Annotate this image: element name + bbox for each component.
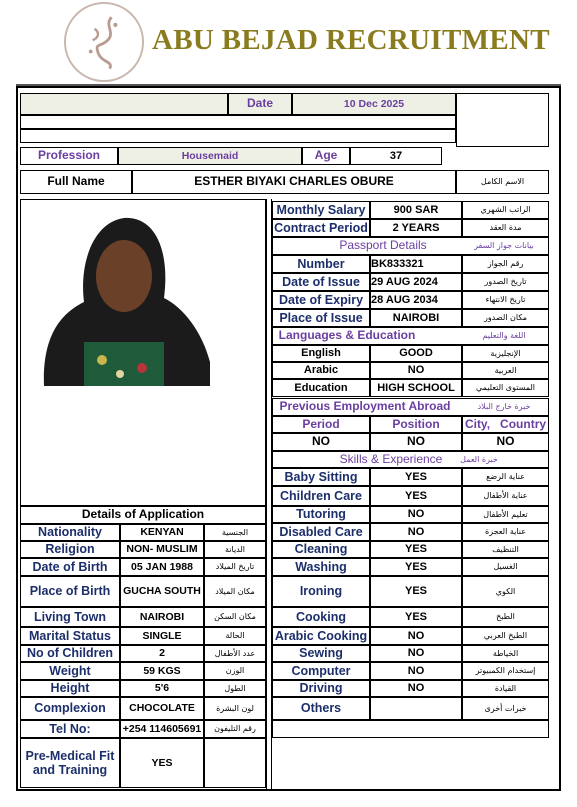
- city-country-header: City, Country: [462, 416, 549, 433]
- column-divider: [266, 199, 272, 789]
- detail-arabic: الحالة: [204, 627, 266, 645]
- skill-label: Cleaning: [272, 541, 370, 558]
- period-header: Period: [272, 416, 370, 433]
- detail-value: GUCHA SOUTH: [120, 576, 204, 607]
- education-arabic: المستوى التعليمي: [462, 379, 549, 397]
- detail-arabic: الطول: [204, 680, 266, 697]
- skill-label: Washing: [272, 558, 370, 576]
- detail-arabic: تاريخ الميلاد: [204, 558, 266, 576]
- detail-arabic: رقم التليفون: [204, 720, 266, 738]
- profession-label: Profession: [20, 147, 118, 165]
- contract-arabic: مدة العقد: [462, 219, 549, 237]
- detail-arabic: مكان الميلاد: [204, 576, 266, 607]
- detail-arabic: عدد الأطفال: [204, 645, 266, 662]
- english-label: English: [272, 345, 370, 362]
- passport-section-header: [272, 237, 549, 255]
- detail-label: No of Children: [20, 645, 120, 662]
- detail-label: Religion: [20, 541, 120, 558]
- position-header: Position: [370, 416, 462, 433]
- calligraphy-logo-icon: [64, 2, 144, 82]
- arabic-arabic: العربية: [462, 362, 549, 379]
- arabic-label: Arabic: [272, 362, 370, 379]
- period-value: NO: [272, 433, 370, 451]
- issue-date-arabic: تاريخ الصدور: [462, 273, 549, 291]
- skill-value: YES: [370, 558, 462, 576]
- skill-arabic: عناية الأطفال: [462, 486, 549, 506]
- skill-label: Tutoring: [272, 506, 370, 523]
- skill-arabic: عناية العجزة: [462, 523, 549, 541]
- salary-arabic: الراتب الشهري: [462, 201, 549, 219]
- applicant-photo: [24, 202, 210, 386]
- arabic-value: NO: [370, 362, 462, 379]
- education-label: Education: [272, 379, 370, 397]
- skills-title: Skills & Experience: [321, 452, 461, 467]
- skill-label: Baby Sitting: [272, 468, 370, 486]
- date-value: 10 Dec 2025: [292, 93, 456, 115]
- skill-label: Ironing: [272, 576, 370, 607]
- issue-date-label: Date of Issue: [272, 273, 370, 291]
- skill-arabic: الغسيل: [462, 558, 549, 576]
- previous-employment-section-header: [272, 398, 549, 416]
- education-value: HIGH SCHOOL: [370, 379, 462, 397]
- skill-arabic: إستخدام الكمبيوتر: [462, 662, 549, 680]
- detail-arabic: مكان السكن: [204, 607, 266, 627]
- passport-number-label: Number: [272, 255, 370, 273]
- languages-title: Languages & Education: [278, 328, 416, 343]
- brand-name: ABU BEJAD RECRUITMENT: [152, 24, 550, 56]
- detail-value: 59 KGS: [120, 662, 204, 680]
- detail-label: Weight: [20, 662, 120, 680]
- detail-value: KENYAN: [120, 524, 204, 541]
- previous-employment-title-arabic: خبرة خارج البلاد: [477, 402, 531, 412]
- contract-label: Contract Period: [272, 219, 370, 237]
- languages-section-header: [272, 327, 549, 345]
- detail-label: Nationality: [20, 524, 120, 541]
- skill-arabic: خبرات أخرى: [462, 697, 549, 720]
- detail-value: CHOCOLATE: [120, 697, 204, 720]
- place-of-issue-arabic: مكان الصدور: [462, 309, 549, 327]
- detail-label: Date of Birth: [20, 558, 120, 576]
- skill-label: Arabic Cooking: [272, 627, 370, 645]
- expiry-date-arabic: تاريخ الانتهاء: [462, 291, 549, 309]
- detail-value: YES: [120, 738, 204, 788]
- header-blank-row: [20, 129, 456, 143]
- place-of-issue-label: Place of Issue: [272, 309, 370, 327]
- position-value: NO: [370, 433, 462, 451]
- salary-value: 900 SAR: [370, 201, 462, 219]
- previous-employment-title: Previous Employment Abroad: [277, 399, 453, 415]
- passport-number-arabic: رقم الجواز: [462, 255, 549, 273]
- skill-value: NO: [370, 662, 462, 680]
- detail-value: +254 114605691: [120, 720, 204, 738]
- age-label: Age: [302, 147, 350, 165]
- age-value: 37: [350, 147, 442, 165]
- detail-arabic: الديانة: [204, 541, 266, 558]
- salary-label: Monthly Salary: [272, 201, 370, 219]
- skill-arabic: تعليم الأطفال: [462, 506, 549, 523]
- skill-value: YES: [370, 486, 462, 506]
- skills-title-arabic: خبرة العمل: [460, 454, 498, 464]
- detail-value: NAIROBI: [120, 607, 204, 627]
- detail-arabic: الجنسية: [204, 524, 266, 541]
- profession-value: Housemaid: [118, 147, 302, 165]
- skill-value: YES: [370, 607, 462, 627]
- detail-label: Marital Status: [20, 627, 120, 645]
- skill-value: NO: [370, 523, 462, 541]
- skill-value: [370, 697, 462, 720]
- expiry-date-label: Date of Expiry: [272, 291, 370, 309]
- skill-value: NO: [370, 506, 462, 523]
- contract-value: 2 YEARS: [370, 219, 462, 237]
- header-corner-cell: [456, 93, 549, 147]
- date-label: Date: [228, 93, 292, 115]
- english-arabic: الإنجليزية: [462, 345, 549, 362]
- detail-label: Tel No:: [20, 720, 120, 738]
- skill-value: NO: [370, 680, 462, 697]
- skill-value: NO: [370, 627, 462, 645]
- skill-arabic: عناية الرضع: [462, 468, 549, 486]
- detail-arabic: الوزن: [204, 662, 266, 680]
- skill-value: YES: [370, 541, 462, 558]
- skill-arabic: الطبخ العربي: [462, 627, 549, 645]
- passport-title-arabic: بيانات جواز السفر: [474, 241, 534, 251]
- detail-value: 2: [120, 645, 204, 662]
- skill-arabic: التنظيف: [462, 541, 549, 558]
- full-name-value: ESTHER BIYAKI CHARLES OBURE: [132, 170, 456, 194]
- skill-label: Cooking: [272, 607, 370, 627]
- skill-arabic: الكوي: [462, 576, 549, 607]
- detail-label: Living Town: [20, 607, 120, 627]
- skill-label: Computer: [272, 662, 370, 680]
- skill-value: YES: [370, 468, 462, 486]
- detail-label: Place of Birth: [20, 576, 120, 607]
- skill-label: Driving: [272, 680, 370, 697]
- details-title: Details of Application: [20, 506, 266, 524]
- skill-label: Sewing: [272, 645, 370, 662]
- detail-arabic: [204, 738, 266, 788]
- languages-title-arabic: اللغة والتعليم: [482, 331, 526, 341]
- detail-label: Pre-Medical Fit and Training: [20, 738, 120, 788]
- skill-arabic: القيادة: [462, 680, 549, 697]
- english-value: GOOD: [370, 345, 462, 362]
- detail-value: 5'6: [120, 680, 204, 697]
- city-country-value: NO: [462, 433, 549, 451]
- expiry-date-value: 28 AUG 2034: [370, 291, 462, 309]
- detail-label: Complexion: [20, 697, 120, 720]
- skill-value: NO: [370, 645, 462, 662]
- skill-label: Others: [272, 697, 370, 720]
- passport-number-value: BK833321: [370, 255, 462, 273]
- detail-value: NON- MUSLIM: [120, 541, 204, 558]
- detail-value: 05 JAN 1988: [120, 558, 204, 576]
- skill-label: Disabled Care: [272, 523, 370, 541]
- skill-value: YES: [370, 576, 462, 607]
- skill-arabic: الخياطة: [462, 645, 549, 662]
- full-name-arabic: الاسم الكامل: [456, 170, 549, 194]
- passport-title: Passport Details: [313, 238, 453, 254]
- issue-date-value: 29 AUG 2024: [370, 273, 462, 291]
- skills-section-header: [272, 451, 549, 468]
- skill-label: Children Care: [272, 486, 370, 506]
- full-name-label: Full Name: [20, 170, 132, 194]
- header-blank-row: [20, 115, 456, 129]
- detail-value: SINGLE: [120, 627, 204, 645]
- skill-arabic: الطبخ: [462, 607, 549, 627]
- detail-label: Height: [20, 680, 120, 697]
- detail-arabic: لون البشرة: [204, 697, 266, 720]
- header-blank-cell: [20, 93, 228, 115]
- place-of-issue-value: NAIROBI: [370, 309, 462, 327]
- empty-row: [272, 720, 549, 738]
